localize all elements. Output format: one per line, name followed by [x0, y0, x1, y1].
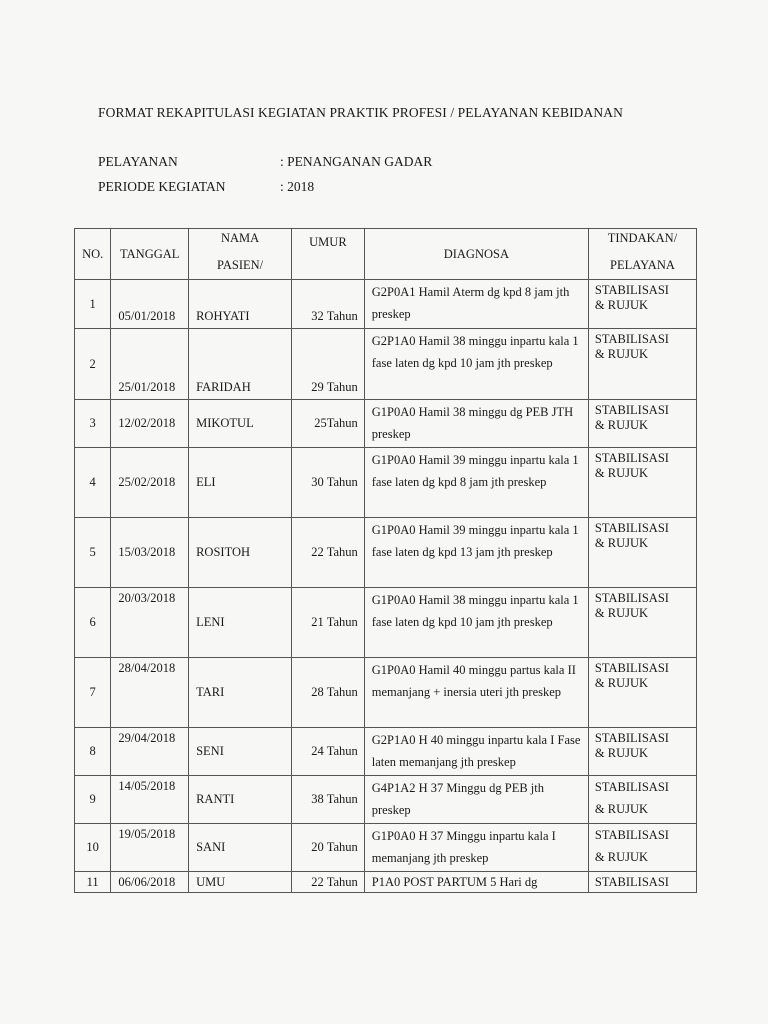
- table-row: [75, 329, 697, 400]
- cell-umur: 20 Tahun: [292, 824, 365, 872]
- cell-nama: ELI: [189, 448, 292, 518]
- cell-umur: 29 Tahun: [292, 329, 365, 400]
- table-row: [75, 658, 697, 728]
- cell-nama: ROHYATI: [189, 280, 292, 329]
- table-header-row: [75, 229, 697, 280]
- cell-tindakan: STABILISASI: [588, 872, 696, 893]
- periode-value: : 2018: [280, 179, 315, 194]
- cell-umur: 38 Tahun: [292, 776, 365, 824]
- pelayanan-value: : PENANGANAN GADAR: [280, 154, 433, 169]
- cell-tindakan: STABILISASI & RUJUK: [588, 329, 696, 400]
- cell-diagnosa: G2P0A1 Hamil Aterm dg kpd 8 jam jth preskep: [364, 280, 588, 329]
- cell-tindakan: STABILISASI & RUJUK: [588, 280, 696, 329]
- cell-diagnosa: G2P1A0 Hamil 38 minggu inpartu kala 1 fase laten dg kpd 10 jam jth preskep: [364, 329, 588, 400]
- cell-tanggal: 29/04/2018: [111, 728, 189, 776]
- cell-umur: 22 Tahun: [292, 518, 365, 588]
- cell-diagnosa: G4P1A2 H 37 Minggu dg PEB jth preskep: [364, 776, 588, 824]
- cell-nama: RANTI: [189, 776, 292, 824]
- cell-no: 4: [75, 448, 111, 518]
- table-row: [75, 518, 697, 588]
- cell-umur: 25Tahun: [292, 400, 365, 448]
- cell-diagnosa: P1A0 POST PARTUM 5 Hari dg: [364, 872, 588, 893]
- cell-tanggal: 05/01/2018: [111, 280, 189, 329]
- cell-no: 10: [75, 824, 111, 872]
- cell-no: 3: [75, 400, 111, 448]
- cell-tanggal: 19/05/2018: [111, 824, 189, 872]
- cell-tanggal: 12/02/2018: [111, 400, 189, 448]
- cell-diagnosa: G1P0A0 Hamil 39 minggu inpartu kala 1 fase laten dg kpd 8 jam jth preskep: [364, 448, 588, 518]
- cell-no: 1: [75, 280, 111, 329]
- cell-no: 5: [75, 518, 111, 588]
- cell-tindakan: STABILISASI & RUJUK: [588, 824, 696, 872]
- header-no: NO.: [75, 229, 111, 280]
- cell-tindakan: STABILISASI & RUJUK: [588, 588, 696, 658]
- cell-tanggal: 06/06/2018: [111, 872, 189, 893]
- cell-tanggal: 25/01/2018: [111, 329, 189, 400]
- cell-no: 11: [75, 872, 111, 893]
- cell-umur: 24 Tahun: [292, 728, 365, 776]
- cell-nama: FARIDAH: [189, 329, 292, 400]
- cell-tindakan: STABILISASI & RUJUK: [588, 776, 696, 824]
- table-row: [75, 872, 697, 893]
- cell-tindakan: STABILISASI & RUJUK: [588, 658, 696, 728]
- cell-diagnosa: G1P0A0 Hamil 38 minggu dg PEB JTH preskep: [364, 400, 588, 448]
- table-row: [75, 824, 697, 872]
- table-row: [75, 776, 697, 824]
- cell-diagnosa: G2P1A0 H 40 minggu inpartu kala I Fase laten memanjang jth preskep: [364, 728, 588, 776]
- cell-no: 6: [75, 588, 111, 658]
- cell-nama: ROSITOH: [189, 518, 292, 588]
- cell-diagnosa: G1P0A0 H 37 Minggu inpartu kala I memanjang jth preskep: [364, 824, 588, 872]
- cell-nama: SANI: [189, 824, 292, 872]
- table-row: [75, 728, 697, 776]
- cell-nama: UMU: [189, 872, 292, 893]
- cell-tindakan: STABILISASI & RUJUK: [588, 518, 696, 588]
- cell-umur: 22 Tahun: [292, 872, 365, 893]
- cell-umur: 28 Tahun: [292, 658, 365, 728]
- table-row: [75, 448, 697, 518]
- cell-tindakan: STABILISASI & RUJUK: [588, 728, 696, 776]
- cell-nama: MIKOTUL: [189, 400, 292, 448]
- header-tindakan: TINDAKAN/ PELAYANA: [588, 229, 696, 280]
- cell-tanggal: 25/02/2018: [111, 448, 189, 518]
- document-title: FORMAT REKAPITULASI KEGIATAN PRAKTIK PROFESI / PELAYANAN KEBIDANAN: [98, 105, 623, 120]
- table-row: [75, 400, 697, 448]
- header-umur: UMUR: [292, 229, 365, 280]
- cell-tanggal: 28/04/2018: [111, 658, 189, 728]
- pelayanan-label: PELAYANAN: [98, 154, 178, 169]
- cell-tindakan: STABILISASI & RUJUK: [588, 400, 696, 448]
- cell-tanggal: 20/03/2018: [111, 588, 189, 658]
- table-row: [75, 588, 697, 658]
- cell-no: 2: [75, 329, 111, 400]
- periode-label: PERIODE KEGIATAN: [98, 179, 226, 194]
- cell-no: 8: [75, 728, 111, 776]
- cell-nama: TARI: [189, 658, 292, 728]
- cell-umur: 32 Tahun: [292, 280, 365, 329]
- cell-umur: 21 Tahun: [292, 588, 365, 658]
- cell-diagnosa: G1P0A0 Hamil 40 minggu partus kala II memanjang + inersia uteri jth preskep: [364, 658, 588, 728]
- table-row: [75, 280, 697, 329]
- cell-umur: 30 Tahun: [292, 448, 365, 518]
- cell-nama: SENI: [189, 728, 292, 776]
- cell-diagnosa: G1P0A0 Hamil 38 minggu inpartu kala 1 fase laten dg kpd 10 jam jth preskep: [364, 588, 588, 658]
- header-diagnosa: DIAGNOSA: [364, 229, 588, 280]
- cell-tanggal: 15/03/2018: [111, 518, 189, 588]
- recap-table: [74, 228, 697, 893]
- cell-no: 9: [75, 776, 111, 824]
- cell-nama: LENI: [189, 588, 292, 658]
- cell-no: 7: [75, 658, 111, 728]
- cell-diagnosa: G1P0A0 Hamil 39 minggu inpartu kala 1 fase laten dg kpd 13 jam jth preskep: [364, 518, 588, 588]
- cell-tanggal: 14/05/2018: [111, 776, 189, 824]
- header-nama: NAMA PASIEN/: [189, 229, 292, 280]
- cell-tindakan: STABILISASI & RUJUK: [588, 448, 696, 518]
- header-tanggal: TANGGAL: [111, 229, 189, 280]
